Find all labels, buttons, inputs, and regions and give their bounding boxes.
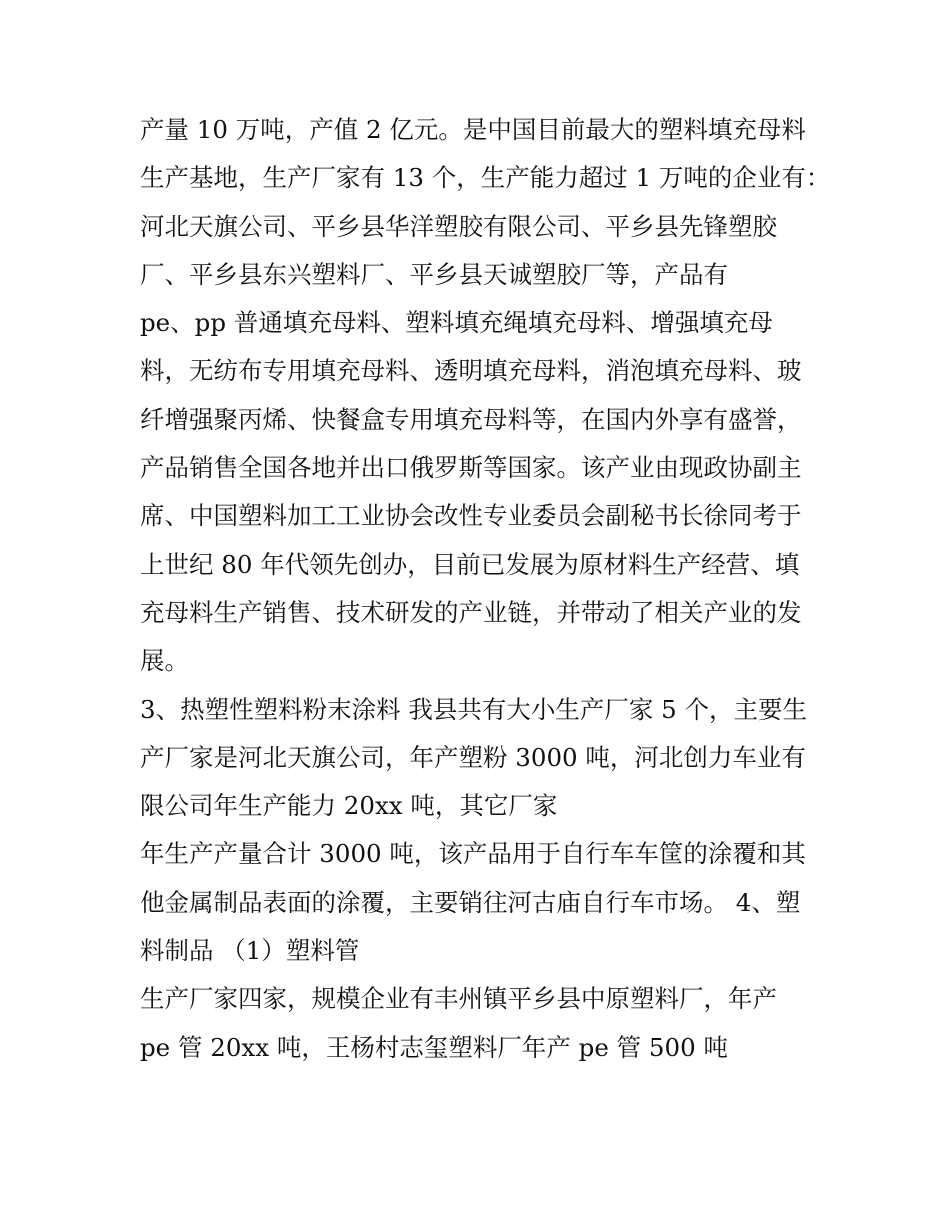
text-line: 产厂家是河北天旗公司，年产塑粉 3000 吨，河北创力车业有 xyxy=(140,742,806,772)
text-line: 河北天旗公司、平乡县华洋塑胶有限公司、平乡县先锋塑胶 xyxy=(140,211,777,241)
text-line: pe、pp 普通填充母料、塑料填充绳填充母料、增强填充母 xyxy=(140,308,773,338)
text-line: 纤增强聚丙烯、快餐盒专用填充母料等，在国内外享有盛誉， xyxy=(140,404,802,434)
text-line: 年生产产量合计 3000 吨，该产品用于自行车车筐的涂覆和其 xyxy=(140,839,806,869)
text-line: 产品销售全国各地并出口俄罗斯等国家。该产业由现政协副主 xyxy=(140,453,802,483)
text-line: 产量 10 万吨，产值 2 亿元。是中国目前最大的塑料填充母料 xyxy=(140,115,806,144)
text-line: 展。 xyxy=(140,646,189,676)
text-line: 生产基地，生产厂家有 13 个，生产能力超过 1 万吨的企业有： xyxy=(140,163,831,193)
body-text xyxy=(140,106,840,1072)
text-line: 他金属制品表面的涂覆，主要销往河古庙自行车市场。 4、塑 xyxy=(140,887,801,917)
text-line: 料制品 （1）塑料管 xyxy=(140,936,360,966)
text-line: 厂、平乡县东兴塑料厂、平乡县天诚塑胶厂等，产品有 xyxy=(140,259,728,289)
text-line: 料，无纺布专用填充母料、透明填充母料，消泡填充母料、玻 xyxy=(140,356,802,386)
text-line: 3、热塑性塑料粉末涂料 我县共有大小生产厂家 5 个，主要生 xyxy=(140,694,808,724)
text-line: 充母料生产销售、技术研发的产业链，并带动了相关产业的发 xyxy=(140,597,802,627)
text-line: 上世纪 80 年代领先创办，目前已发展为原材料生产经营、填 xyxy=(140,549,800,579)
text-line: pe 管 20xx 吨，王杨村志玺塑料厂年产 pe 管 500 吨 xyxy=(140,1032,728,1062)
text-line: 生产厂家四家，规模企业有丰州镇平乡县中原塑料厂，年产 xyxy=(140,984,777,1014)
text-line: 限公司年生产能力 20xx 吨，其它厂家 xyxy=(140,791,558,821)
text-line: 席、中国塑料加工工业协会改性专业委员会副秘书长徐同考于 xyxy=(140,501,802,531)
